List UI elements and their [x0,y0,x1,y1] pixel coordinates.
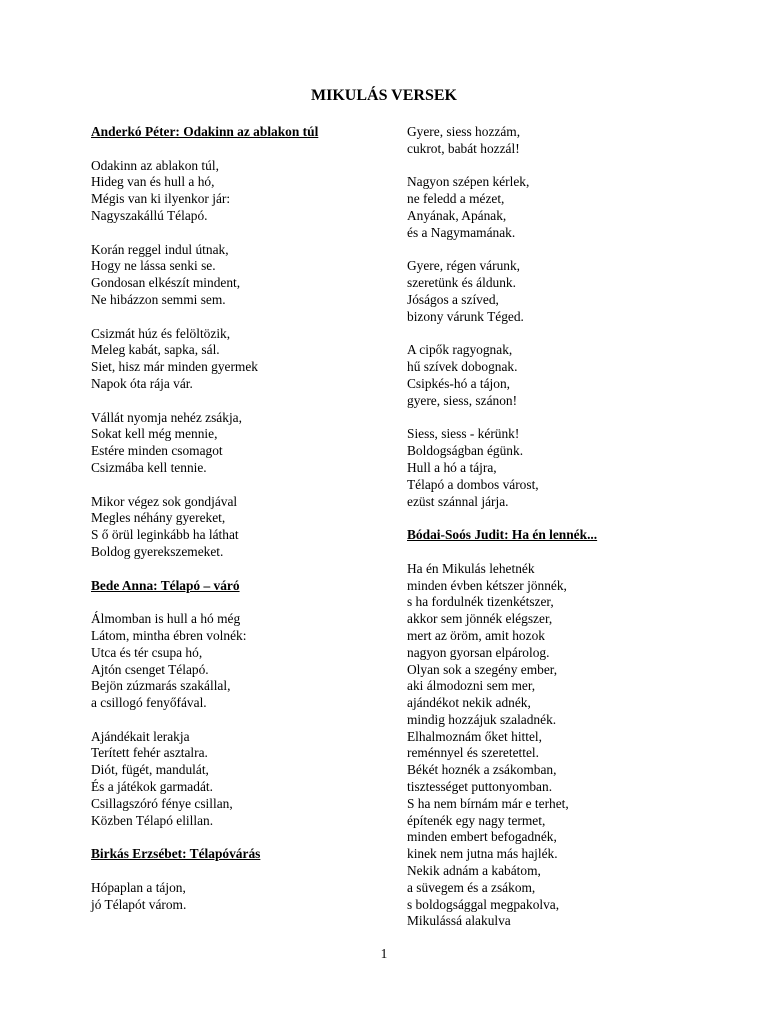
blank-line [91,561,391,578]
poem-heading: Bede Anna: Télapó – váró [91,577,240,593]
poem-line: Hull a hó a tájra, [407,459,497,475]
poem-line: Jóságos a szíved, [407,291,499,307]
poem-line: szeretünk és áldunk. [407,275,516,291]
blank-line [407,242,707,259]
poem-line: s boldogsággal megpakolva, [407,896,560,912]
poem-line: Hópaplan a tájon, [91,879,186,895]
poem-line: Ajtón csenget Télapó. [91,661,209,677]
right-column [407,124,707,930]
poem-line: mindig hozzájuk szaladnék. [407,711,557,727]
blank-line [91,829,391,846]
poem-line: Mégis van ki ilyenkor jár: [91,191,231,207]
page-number: 1 [380,946,388,961]
poem-line: A cipők ragyognak, [407,342,513,358]
poem-line: Boldogságban égünk. [407,443,524,459]
poem-line: Csipkés-hó a tájon, [407,375,511,391]
poem-heading: Anderkó Péter: Odakinn az ablakon túl [91,124,319,139]
blank-line [91,393,391,410]
poem-line: Odakinn az ablakon túl, [91,157,219,173]
poem-line: a csillogó fenyőfával. [91,695,207,711]
poem-line: Csizmát húz és felöltözik, [91,325,231,341]
poem-line: És a játékok garmadát. [91,779,213,795]
poem-line: Siet, hisz már minden gyermek [91,359,258,375]
poem-line: Mikulássá alakulva [407,913,511,929]
poem-line: Nagyon szépen kérlek, [407,174,530,190]
poem-line: S ő örül leginkább ha láthat [91,527,239,543]
poem-line: Télapó a dombos várost, [407,476,539,492]
poem-line: tisztességet puttonyomban. [407,779,553,795]
blank-line [407,544,707,561]
poem-line: Siess, siess - kérünk! [407,426,520,442]
poem-line: Hogy ne lássa senki se. [91,258,216,274]
blank-line [407,410,707,427]
poem-line: Korán reggel indul útnak, [91,241,229,257]
poem-line: gyere, siess, szánon! [407,392,518,408]
poem-line: Békét hoznék a zsákomban, [407,762,557,778]
blank-line [91,594,391,611]
poem-line: Megles néhány gyereket, [91,510,226,526]
poem-line: Ha én Mikulás lehetnék [407,560,535,576]
poem-heading: Birkás Erzsébet: Télapóvárás [91,846,261,862]
poem-line: a süvegem és a zsákom, [407,879,536,895]
poem-line: Közben Télapó elillan. [91,812,214,828]
poem-line: Sokat kell még mennie, [91,426,218,442]
blank-line [91,477,391,494]
poem-line: Gondosan elkészít mindent, [91,275,241,291]
left-column [91,124,391,913]
blank-line [91,309,391,326]
poem-line: Terített fehér asztalra. [91,745,208,761]
poem-line: aki álmodozni sem mer, [407,678,536,694]
poem-line: Hideg van és hull a hó, [91,174,215,190]
poem-line: Diót, fügét, mandulát, [91,762,209,778]
blank-line [91,225,391,242]
poem-line: reménnyel és szeretettel. [407,745,539,761]
poem-line: Meleg kabát, sapka, sál. [91,342,220,358]
poem-line: hű szívek dobognak. [407,359,518,375]
poem-line: Boldog gyerekszemeket. [91,543,224,559]
page-title: MIKULÁS VERSEK [311,87,457,104]
blank-line [91,863,391,880]
poem-line: akkor sem jönnék elégszer, [407,611,553,627]
poem-line: Olyan sok a szegény ember, [407,661,558,677]
poem-line: Csizmába kell tennie. [91,459,207,475]
poem-line: jó Télapót várom. [91,896,187,912]
poem-line: minden évben kétszer jönnék, [407,577,567,593]
poem-line: Estére minden csomagot [91,443,223,459]
poem-line: és a Nagymamának. [407,224,516,240]
poem-line: Mikor végez sok gondjával [91,493,238,509]
poem-line: s ha fordulnék tizenkétszer, [407,594,554,610]
poem-line: S ha nem bírnám már e terhet, [407,795,569,811]
poem-line: Gyere, siess hozzám, [407,124,521,139]
poem-line: Látom, mintha ébren volnék: [91,627,247,643]
poem-line: kinek nem jutna más hajlék. [407,846,558,862]
blank-line [91,141,391,158]
poem-line: építenék egy nagy termet, [407,812,546,828]
poem-line: Csillagszóró fénye csillan, [91,795,233,811]
poem-line: mert az öröm, amit hozok [407,627,545,643]
poem-line: minden embert befogadnék, [407,829,557,845]
poem-line: Ajándékait lerakja [91,728,190,744]
poem-line: Nagyszakállú Télapó. [91,207,208,223]
poem-line: ajándékot nekik adnék, [407,695,531,711]
poem-line: Bejön zúzmarás szakállal, [91,678,231,694]
poem-line: Vállát nyomja nehéz zsákja, [91,409,242,425]
poem-line: bizony várunk Téged. [407,308,524,324]
poem-line: Nekik adnám a kabátom, [407,863,541,879]
poem-line: Elhalmoznám őket hittel, [407,728,542,744]
blank-line [407,158,707,175]
blank-line [91,712,391,729]
blank-line [407,510,707,527]
poem-line: Anyának, Apának, [407,207,507,223]
poem-line: Gyere, régen várunk, [407,258,521,274]
poem-line: Napok óta rája vár. [91,375,193,391]
poem-line: nagyon gyorsan elpárolog. [407,644,550,660]
blank-line [407,326,707,343]
poem-line: ne feledd a mézet, [407,191,505,207]
poem-line: ezüst szánnal járja. [407,493,509,509]
poem-line: Utca és tér csupa hó, [91,644,203,660]
poem-line: Ne hibázzon semmi sem. [91,291,226,307]
poem-line: Álmomban is hull a hó még [91,611,241,627]
poem-heading: Bódai-Soós Judit: Ha én lennék... [407,527,598,543]
poem-line: cukrot, babát hozzál! [407,140,520,156]
